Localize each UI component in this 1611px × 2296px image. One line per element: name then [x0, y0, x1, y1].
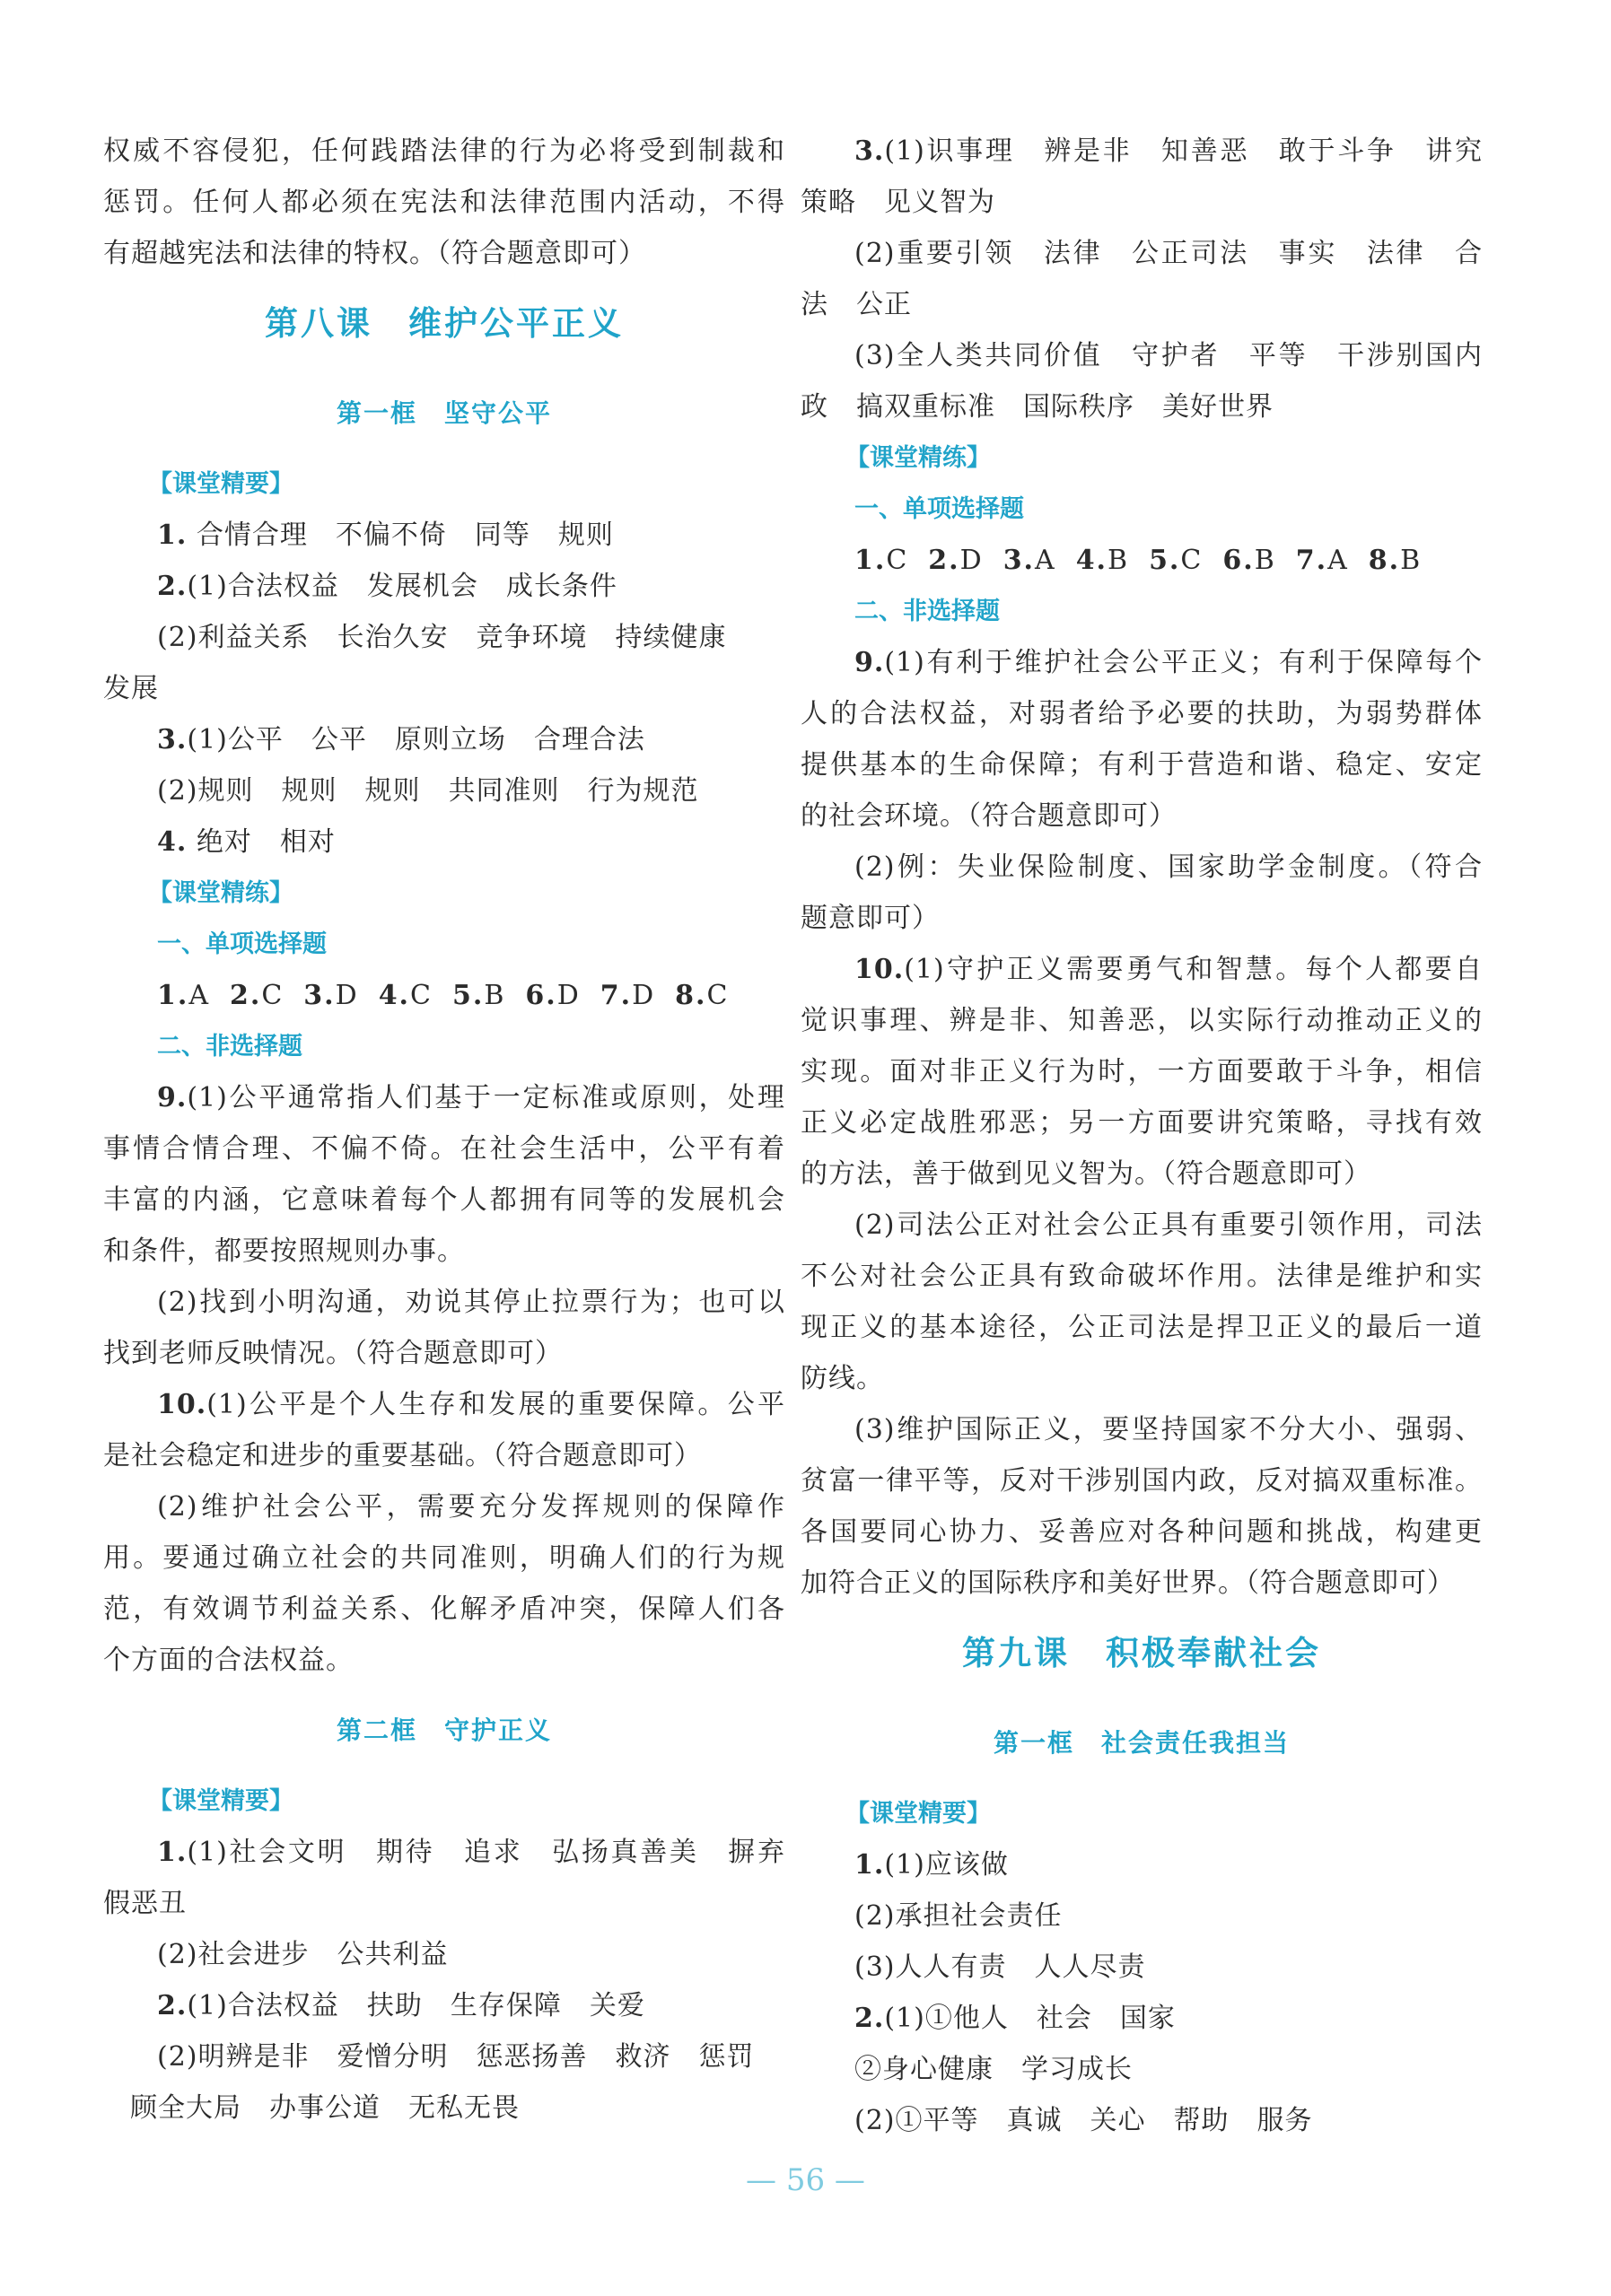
- answer-line: 发展: [103, 673, 159, 704]
- frame-2-title: 第二框 守护正义: [336, 1715, 552, 1745]
- section-non-choice: 二、非选择题: [854, 598, 1000, 625]
- section-single-choice: 一、单项选择题: [157, 930, 327, 958]
- section-non-choice: 二、非选择题: [157, 1033, 302, 1061]
- answer-line: 9.(1)有利于维护社会公平正义；有利于保障每个: [854, 647, 1483, 678]
- mc-answer: 1.A: [157, 980, 210, 1011]
- answer-line: 2.(1)①他人 社会 国家: [854, 2003, 1176, 2034]
- intro-line: 权威不容侵犯，任何践踏法律的行为必将受到制裁和: [103, 135, 785, 167]
- answer-line: (2)规则 规则 规则 共同准则 行为规范: [157, 775, 699, 807]
- answer-line: (3)维护国际正义，要坚持国家不分大小、强弱、: [854, 1414, 1483, 1445]
- answer-line: (2)利益关系 长治久安 竞争环境 持续健康: [157, 622, 727, 653]
- answer-line: (2)明辨是非 爱憎分明 惩恶扬善 救济 惩罚: [157, 2041, 755, 2073]
- answer-line: ②身心健康 学习成长: [854, 2054, 1133, 2085]
- lesson-9-title: 第九课 积极奉献社会: [962, 1634, 1321, 1672]
- answer-line: 1. 合情合理 不偏不倚 同等 规则: [157, 519, 614, 551]
- answer-line: (2)司法公正对社会公正具有重要引领作用，司法: [854, 1209, 1483, 1241]
- answer-line: 3.(1)识事理 辨是非 知善恶 敢于斗争 讲究: [854, 135, 1483, 167]
- mc-answer: 4.C: [378, 980, 433, 1011]
- lesson-8-title: 第八课 维护公平正义: [265, 304, 624, 343]
- page-number: — 56 —: [746, 2162, 865, 2198]
- answer-line: 假恶丑: [103, 1888, 187, 1919]
- answer-line: (3)全人类共同价值 守护者 平等 干涉别国内: [854, 340, 1483, 371]
- mc-answer: 8.C: [675, 980, 730, 1011]
- intro-line: 有超越宪法和法律的特权。（符合题意即可）: [103, 238, 646, 269]
- answer-line: (2)例：失业保险制度、国家助学金制度。（符合: [854, 851, 1483, 883]
- answer-line: 丰富的内涵，它意味着每个人都拥有同等的发展机会: [103, 1184, 785, 1216]
- frame-1-title: 第一框 社会责任我担当: [993, 1728, 1290, 1758]
- answer-line: (2)承担社会责任: [854, 1900, 1063, 1932]
- left-column: [103, 126, 785, 2134]
- section-single-choice: 一、单项选择题: [854, 495, 1024, 523]
- frame-1-title: 第一框 坚守公平: [336, 398, 552, 428]
- answer-line: 正义必定战胜邪恶；另一方面要讲究策略，寻找有效: [801, 1107, 1483, 1139]
- section-tag-jingyao: 【课堂精要】: [148, 1787, 293, 1815]
- answer-line: 觉识事理、辨是非、知善恶，以实际行动推动正义的: [801, 1005, 1483, 1036]
- mc-answer: 3.A: [1002, 545, 1056, 576]
- answer-line: 2.(1)合法权益 扶助 生存保障 关爱: [157, 1990, 645, 2021]
- answer-line: 加符合正义的国际秩序和美好世界。（符合题意即可）: [801, 1567, 1455, 1599]
- answer-line: 不公对社会公正具有致命破坏作用。法律是维护和实: [801, 1261, 1483, 1292]
- intro-line: 惩罚。任何人都必须在宪法和法律范围内活动，不得: [103, 187, 785, 218]
- mc-answer: 7.A: [1295, 545, 1349, 576]
- multiple-choice-answers: [801, 535, 1483, 586]
- answer-line: (2)社会进步 公共利益: [157, 1939, 449, 1970]
- multiple-choice-answers: [103, 970, 785, 1021]
- answer-line: 贫富一律平等，反对干涉别国内政，反对搞双重标准。: [801, 1465, 1483, 1497]
- answer-line: 10.(1)守护正义需要勇气和智慧。每个人都要自: [854, 954, 1483, 985]
- answer-line: 10.(1)公平是个人生存和发展的重要保障。公平: [157, 1389, 785, 1420]
- answer-line: 实现。面对非正义行为时，一方面要敢于斗争，相信: [801, 1056, 1483, 1087]
- mc-answer: 2.C: [230, 980, 285, 1011]
- answer-line: 2.(1)合法权益 发展机会 成长条件: [157, 571, 617, 602]
- answer-line: 事情合情合理、不偏不倚。在社会生活中，公平有着: [103, 1133, 785, 1165]
- mc-answer: 1.C: [854, 545, 909, 576]
- answer-line: 用。要通过确立社会的共同准则，明确人们的行为规: [103, 1542, 785, 1574]
- answer-line: 题意即可）: [801, 903, 940, 934]
- answer-line: 法 公正: [801, 289, 912, 320]
- answer-line: 防线。: [801, 1363, 884, 1394]
- answer-line: 顾全大局 办事公道 无私无畏: [130, 2092, 520, 2124]
- answer-line: 找到老师反映情况。（符合题意即可）: [103, 1338, 563, 1369]
- answer-line: 的社会环境。（符合题意即可）: [801, 800, 1177, 832]
- answer-line: (2)①平等 真诚 关心 帮助 服务: [854, 2105, 1313, 2136]
- answer-line: 的方法，善于做到见义智为。（符合题意即可）: [801, 1158, 1371, 1190]
- mc-answer: 2.D: [928, 545, 984, 576]
- answer-line: 个方面的合法权益。: [103, 1645, 354, 1676]
- right-column: [801, 126, 1483, 2146]
- answer-line: 范，有效调节利益关系、化解矛盾冲突，保障人们各: [103, 1593, 785, 1625]
- answer-line: 3.(1)公平 公平 原则立场 合理合法: [157, 724, 645, 755]
- answer-line: 政 搞双重标准 国际秩序 美好世界: [801, 391, 1274, 423]
- answer-line: 各国要同心协力、妥善应对各种问题和挑战，构建更: [801, 1516, 1483, 1548]
- answer-line: 和条件，都要按照规则办事。: [103, 1235, 465, 1267]
- answer-line: (2)维护社会公平，需要充分发挥规则的保障作: [157, 1491, 785, 1523]
- section-tag-jinglian: 【课堂精练】: [148, 879, 293, 907]
- section-tag-jingyao: 【课堂精要】: [148, 470, 293, 498]
- answer-line: 1.(1)应该做: [854, 1849, 1009, 1881]
- answer-line: 策略 见义智为: [801, 187, 995, 218]
- mc-answer: 7.D: [600, 980, 656, 1011]
- mc-answer: 6.B: [1222, 545, 1276, 576]
- answer-line: 1.(1)社会文明 期待 追求 弘扬真善美 摒弃: [157, 1837, 785, 1868]
- answer-line: 提供基本的生命保障；有利于营造和谐、稳定、安定: [801, 749, 1483, 781]
- mc-answer: 4.B: [1075, 545, 1130, 576]
- answer-line: 是社会稳定和进步的重要基础。（符合题意即可）: [103, 1440, 702, 1471]
- answer-line: 4. 绝对 相对: [157, 826, 336, 858]
- mc-answer: 8.B: [1368, 545, 1423, 576]
- answer-line: (2)重要引领 法律 公正司法 事实 法律 合: [854, 238, 1483, 269]
- answer-line: 9.(1)公平通常指人们基于一定标准或原则，处理: [157, 1082, 785, 1113]
- answer-line: (3)人人有责 人人尽责: [854, 1951, 1146, 1983]
- mc-answer: 5.C: [1149, 545, 1204, 576]
- mc-answer: 3.D: [303, 980, 359, 1011]
- answer-line: 现正义的基本途径，公正司法是捍卫正义的最后一道: [801, 1312, 1483, 1343]
- mc-answer: 5.B: [451, 980, 506, 1011]
- mc-answer: 6.D: [525, 980, 581, 1011]
- answer-line: 人的合法权益，对弱者给予必要的扶助，为弱势群体: [801, 698, 1483, 729]
- answer-line: (2)找到小明沟通，劝说其停止拉票行为；也可以: [157, 1287, 785, 1318]
- section-tag-jinglian: 【课堂精练】: [845, 444, 991, 472]
- section-tag-jingyao: 【课堂精要】: [845, 1800, 991, 1828]
